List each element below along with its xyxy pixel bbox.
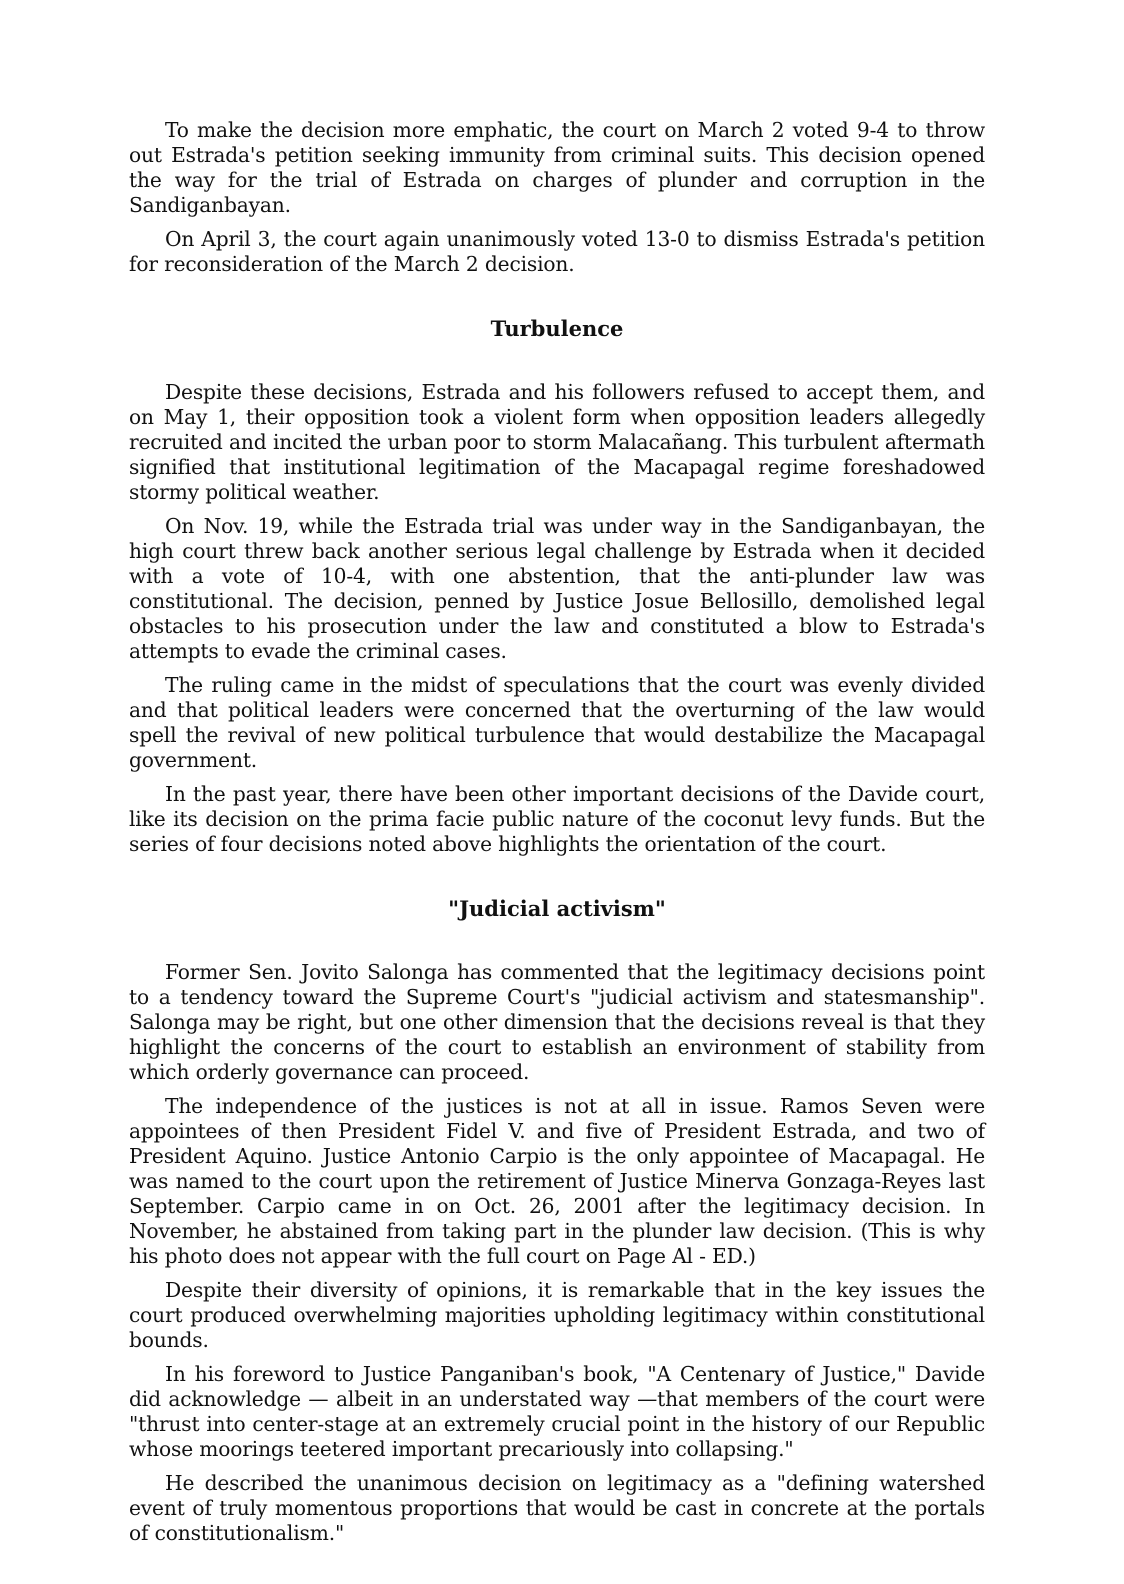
paragraph: The independence of the justices is not at all in issue. Ramos Seven were appointees of then President Fidel V. and five of President Estrada, and two of President Aquino. Justice Antonio Carpio is the only appointee of Macapagal. He was named to the court upon the retirement of Justice Minerva Gonzaga-Reyes last September. Carpio came in on Oct. 26, 2001 after the legitimacy decision. In November, he abstained from taking part in the plunder law decision. (This is why his photo does not appear with the full court on Page Al - ED.) <box>129 1094 985 1268</box>
paragraph: On April 3, the court again unanimously voted 13-0 to dismiss Estrada's petition for reconsideration of the March 2 decision. <box>129 227 985 276</box>
section-heading-judicial-activism: "Judicial activism" <box>448 896 666 921</box>
paragraph: In his foreword to Justice Panganiban's book, "A Centenary of Justice," Davide did acknowledge — albeit in an understated way —that members of the court were "thrust into center-stage at an extremely crucial point in the history of our Republic whose moorings teetered important precariously into collapsing." <box>129 1362 985 1461</box>
document-page <box>129 118 985 1555</box>
paragraph: The ruling came in the midst of speculations that the court was evenly divided and that political leaders were concerned that the overturning of the law would spell the revival of new political turbulence that would destabilize the Macapagal government. <box>129 673 985 772</box>
paragraph: In the past year, there have been other important decisions of the Davide court, like its decision on the prima facie public nature of the coconut levy funds. But the series of four decisions noted above highlights the orientation of the court. <box>129 782 985 856</box>
section-heading-turbulence: Turbulence <box>490 316 624 341</box>
paragraph: Former Sen. Jovito Salonga has commented that the legitimacy decisions point to a tendency toward the Supreme Court's "judicial activism and statesmanship". Salonga may be right, but one other dimension that the decisions reveal is that they highlight the concerns of the court to establish an environment of stability from which orderly governance can proceed. <box>129 960 985 1084</box>
paragraph: Despite these decisions, Estrada and his followers refused to accept them, and on May 1, their opposition took a violent form when opposition leaders allegedly recruited and incited the urban poor to storm Malacañang. This turbulent aftermath signified that institutional legitimation of the Macapagal regime foreshadowed stormy political weather. <box>129 380 985 504</box>
paragraph: To make the decision more emphatic, the court on March 2 voted 9-4 to throw out Estrada's petition seeking immunity from criminal suits. This decision opened the way for the trial of Estrada on charges of plunder and corruption in the Sandiganbayan. <box>129 118 985 217</box>
paragraph: On Nov. 19, while the Estrada trial was under way in the Sandiganbayan, the high court threw back another serious legal challenge by Estrada when it decided with a vote of 10-4, with one abstention, that the anti-plunder law was constitutional. The decision, penned by Justice Josue Bellosillo, demolished legal obstacles to his prosecution under the law and constituted a blow to Estrada's attempts to evade the criminal cases. <box>129 514 985 663</box>
paragraph: He described the unanimous decision on legitimacy as a "defining watershed event of truly momentous proportions that would be cast in concrete at the portals of constitutionalism." <box>129 1471 985 1545</box>
paragraph: Despite their diversity of opinions, it is remarkable that in the key issues the court produced overwhelming majorities upholding legitimacy within constitutional bounds. <box>129 1278 985 1352</box>
